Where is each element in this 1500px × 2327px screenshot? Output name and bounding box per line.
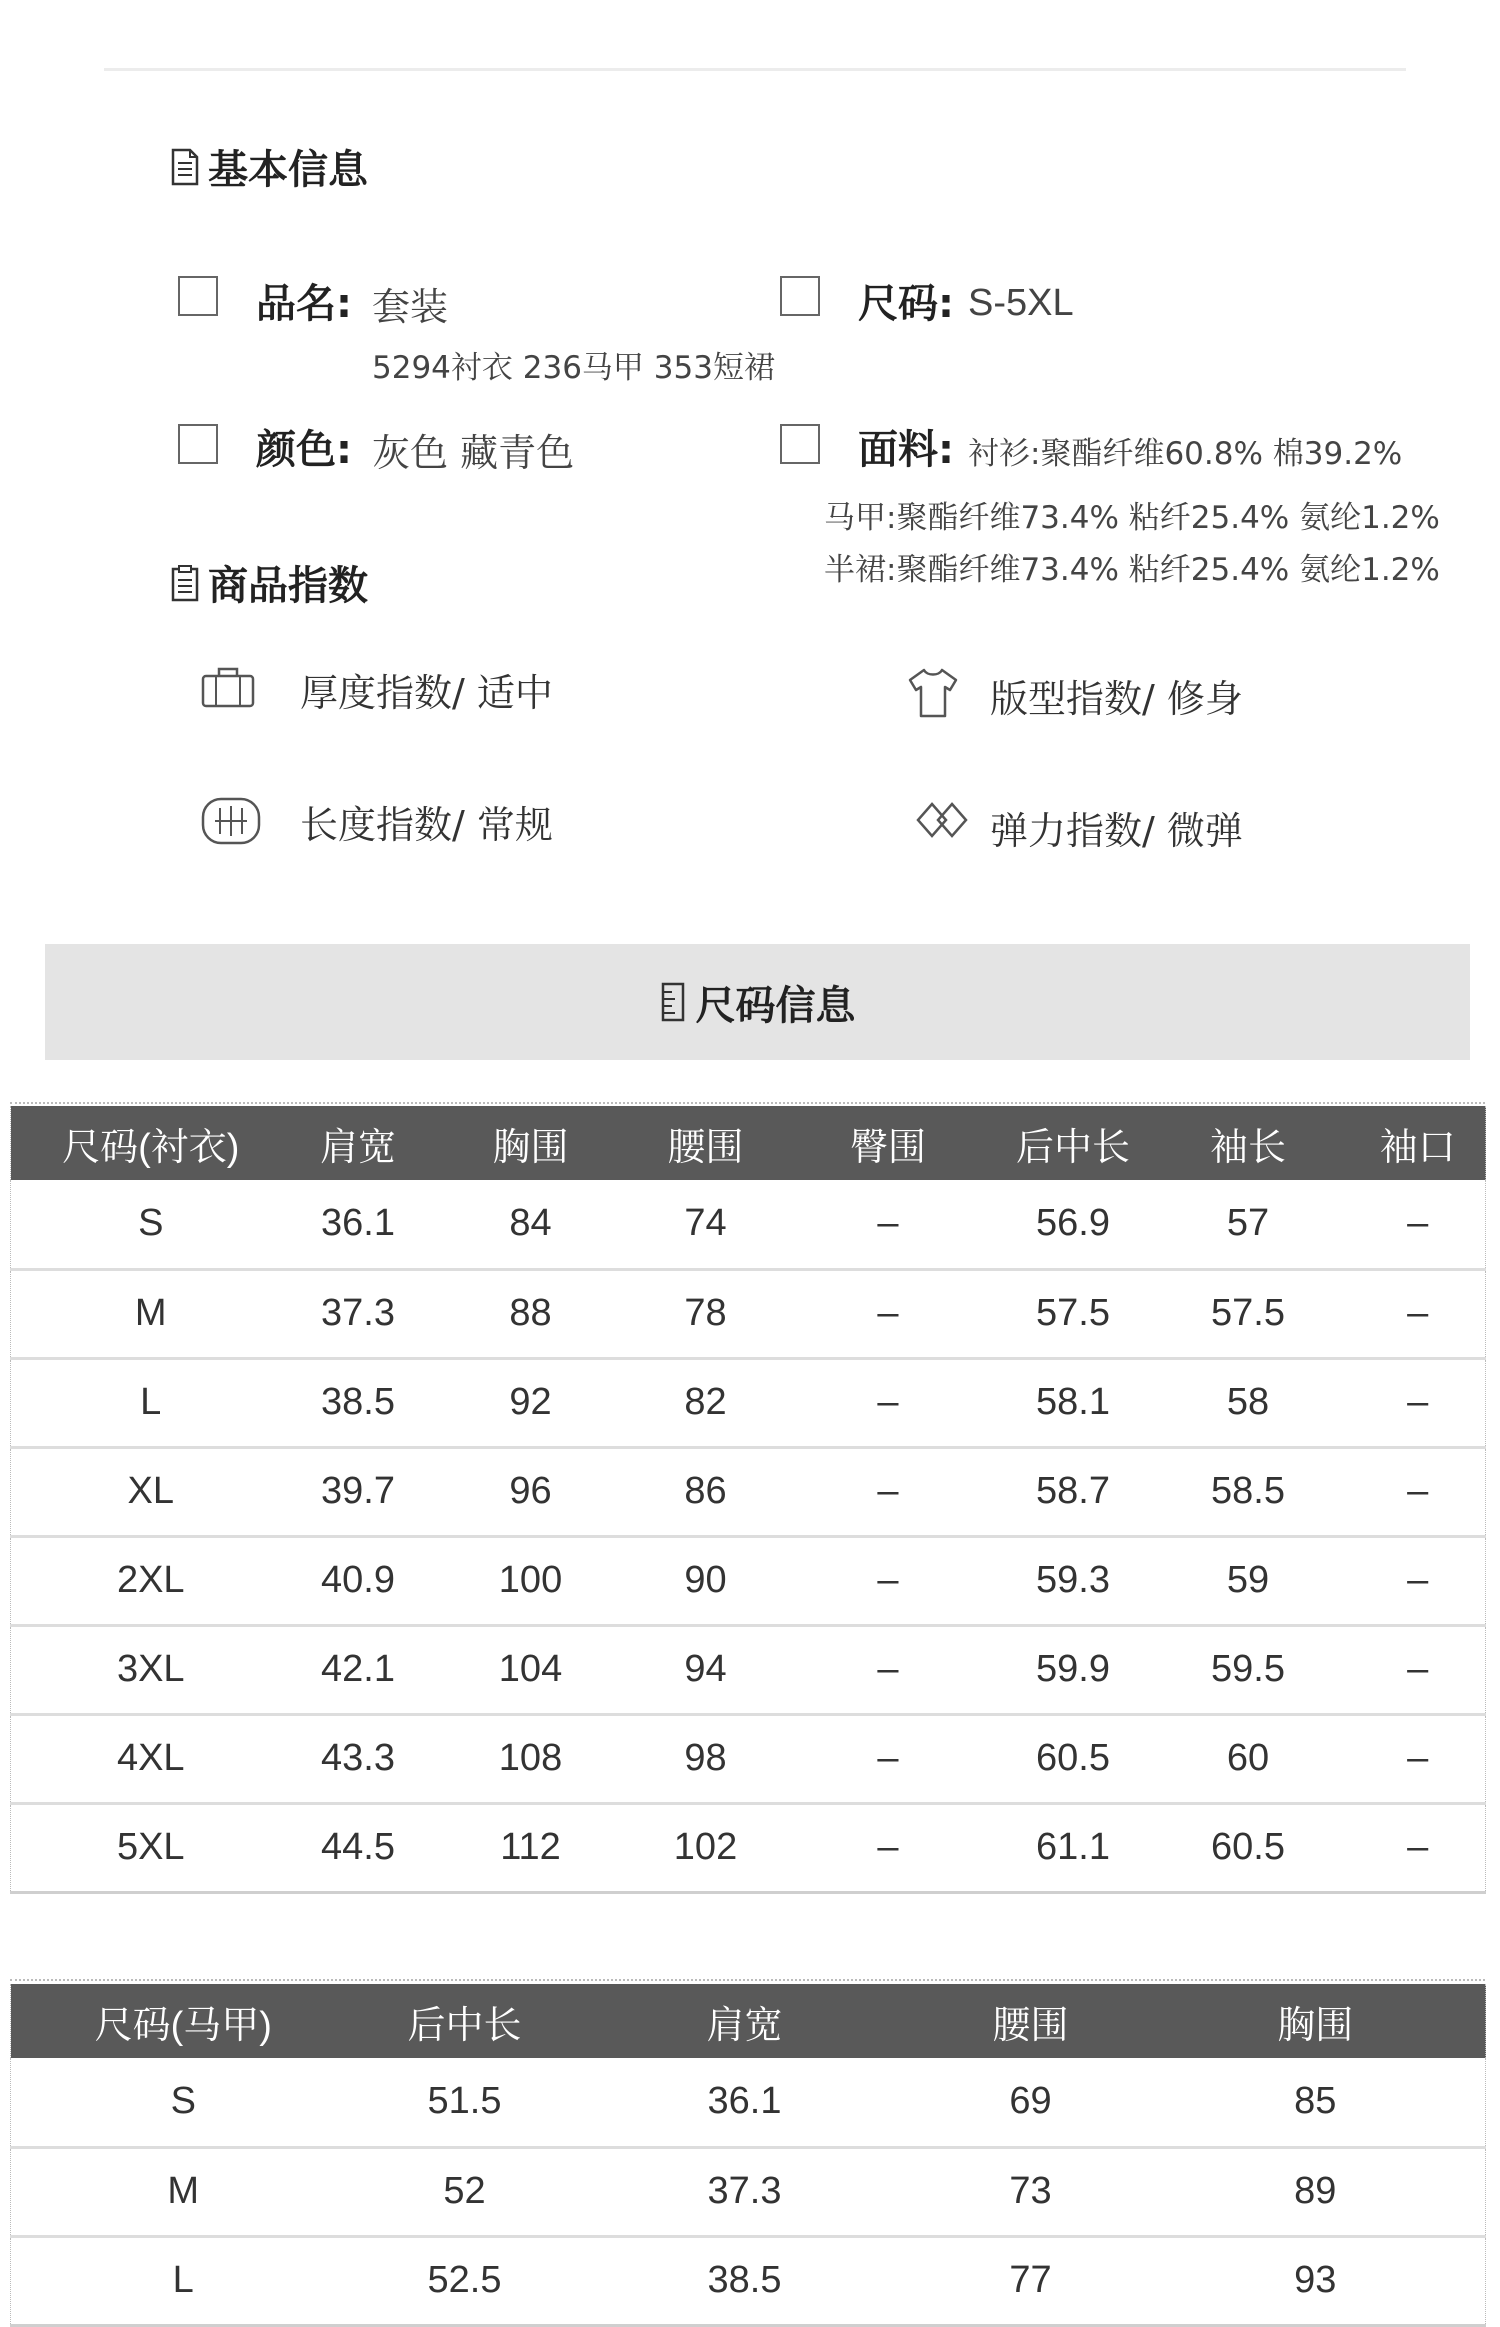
- table-cell: 90: [636, 1536, 776, 1625]
- vest-size-table: [10, 1984, 1486, 2327]
- table-row: [11, 2147, 1486, 2236]
- header-waist: 腰围: [916, 1984, 1146, 2058]
- header-shoulder: 肩宽: [574, 1984, 916, 2058]
- table-cell: 42.1: [291, 1625, 426, 1714]
- table-cell: –: [1351, 1536, 1486, 1625]
- table-cell: 51.5: [356, 2058, 574, 2147]
- table-cell: 59.9: [1001, 1625, 1146, 1714]
- header-size-shirt: 尺码(衬衣): [11, 1106, 291, 1180]
- document-icon: [170, 148, 200, 186]
- table-cell: 57.5: [1001, 1269, 1146, 1358]
- table-row: [11, 2236, 1486, 2325]
- header-cuff: 袖口: [1351, 1106, 1486, 1180]
- name-label: 品名:: [256, 281, 352, 327]
- ruler-list-icon: [660, 982, 686, 1022]
- table-cell: –: [776, 1447, 1001, 1536]
- table-cell: 36.1: [574, 2058, 916, 2147]
- table-cell: –: [776, 1180, 1001, 1269]
- header-back-length: 后中长: [1001, 1106, 1146, 1180]
- table-cell: 93: [1146, 2236, 1486, 2325]
- table-cell: 78: [636, 1269, 776, 1358]
- name-checkbox[interactable]: [178, 276, 218, 316]
- size-cell: 5XL: [11, 1803, 291, 1892]
- table-cell: 37.3: [291, 1269, 426, 1358]
- top-divider: [104, 68, 1406, 71]
- product-index-title: 商品指数: [208, 563, 368, 609]
- table-cell: –: [1351, 1180, 1486, 1269]
- table-cell: –: [1351, 1358, 1486, 1447]
- table-cell: 74: [636, 1180, 776, 1269]
- table-cell: 88: [426, 1269, 636, 1358]
- table-cell: –: [1351, 1803, 1486, 1892]
- name-sub-value: 5294衬衣 236马甲 353短裙: [372, 350, 775, 386]
- fit-index: 版型指数/ 修身: [990, 677, 1243, 721]
- table-cell: 61.1: [1001, 1803, 1146, 1892]
- size-cell: 2XL: [11, 1536, 291, 1625]
- fabric-checkbox[interactable]: [780, 424, 820, 464]
- size-cell: M: [11, 2147, 356, 2236]
- table-cell: 77: [916, 2236, 1146, 2325]
- header-size-vest: 尺码(马甲): [11, 1984, 356, 2058]
- table-cell: 89: [1146, 2147, 1486, 2236]
- table-cell: 112: [426, 1803, 636, 1892]
- table-cell: 60.5: [1001, 1714, 1146, 1803]
- table-cell: 52.5: [356, 2236, 574, 2325]
- header-hip: 臀围: [776, 1106, 1001, 1180]
- table-cell: –: [776, 1714, 1001, 1803]
- table-cell: 108: [426, 1714, 636, 1803]
- table-cell: 85: [1146, 2058, 1486, 2147]
- table-cell: 44.5: [291, 1803, 426, 1892]
- ruler-icon: [200, 796, 262, 846]
- thickness-index: 厚度指数/ 适中: [300, 671, 553, 715]
- table-cell: 92: [426, 1358, 636, 1447]
- table-cell: –: [1351, 1269, 1486, 1358]
- table-cell: 56.9: [1001, 1180, 1146, 1269]
- table-cell: –: [776, 1625, 1001, 1714]
- size-info-banner: [45, 944, 1470, 1060]
- table-cell: 96: [426, 1447, 636, 1536]
- table-cell: –: [776, 1803, 1001, 1892]
- color-label: 颜色:: [256, 427, 352, 473]
- size-cell: XL: [11, 1447, 291, 1536]
- size-checkbox[interactable]: [780, 276, 820, 316]
- fabric-line-2: 马甲:聚酯纤维73.4% 粘纤25.4% 氨纶1.2%: [824, 500, 1440, 536]
- product-index-heading: [170, 554, 368, 611]
- table-cell: 38.5: [574, 2236, 916, 2325]
- table-row: [11, 2058, 1486, 2147]
- length-index: 长度指数/ 常规: [300, 803, 553, 847]
- table-cell: 86: [636, 1447, 776, 1536]
- fabric-line-1: 衬衫:聚酯纤维60.8% 棉39.2%: [968, 436, 1403, 472]
- color-value: 灰色 藏青色: [372, 431, 575, 475]
- table-cell: 37.3: [574, 2147, 916, 2236]
- bag-icon: [200, 664, 256, 710]
- table-cell: 59.5: [1146, 1625, 1351, 1714]
- table-row: [11, 1447, 1486, 1536]
- table-row: [11, 1269, 1486, 1358]
- header-chest: 胸围: [426, 1106, 636, 1180]
- table-cell: 59.3: [1001, 1536, 1146, 1625]
- header-chest: 胸围: [1146, 1984, 1486, 2058]
- table-cell: 58.1: [1001, 1358, 1146, 1447]
- table-cell: 60.5: [1146, 1803, 1351, 1892]
- table-row: [11, 1714, 1486, 1803]
- table-cell: 104: [426, 1625, 636, 1714]
- table-row: [11, 1625, 1486, 1714]
- table-cell: 94: [636, 1625, 776, 1714]
- vest-table-top-border: [10, 1979, 1485, 1981]
- table-cell: 39.7: [291, 1447, 426, 1536]
- size-cell: S: [11, 1180, 291, 1269]
- size-cell: M: [11, 1269, 291, 1358]
- table-cell: 82: [636, 1358, 776, 1447]
- tshirt-icon: [906, 666, 960, 720]
- table-row: [11, 1803, 1486, 1892]
- elasticity-index: 弹力指数/ 微弹: [990, 809, 1243, 853]
- size-cell: 3XL: [11, 1625, 291, 1714]
- basic-info-heading: [170, 138, 368, 195]
- color-checkbox[interactable]: [178, 424, 218, 464]
- table-cell: 60: [1146, 1714, 1351, 1803]
- basic-info-title: 基本信息: [208, 147, 368, 193]
- table-cell: 57.5: [1146, 1269, 1351, 1358]
- table-cell: 40.9: [291, 1536, 426, 1625]
- table-cell: 58.7: [1001, 1447, 1146, 1536]
- table-cell: 43.3: [291, 1714, 426, 1803]
- fabric-label: 面料:: [858, 427, 954, 473]
- table-cell: 98: [636, 1714, 776, 1803]
- table-cell: –: [776, 1536, 1001, 1625]
- size-cell: S: [11, 2058, 356, 2147]
- table-cell: 73: [916, 2147, 1146, 2236]
- size-info-title: 尺码信息: [695, 982, 856, 1029]
- clipboard-icon: [170, 564, 200, 602]
- size-cell: 4XL: [11, 1714, 291, 1803]
- table-cell: –: [776, 1269, 1001, 1358]
- header-shoulder: 肩宽: [291, 1106, 426, 1180]
- table-cell: 84: [426, 1180, 636, 1269]
- table-row: [11, 1180, 1486, 1269]
- vest-table-header: [11, 1984, 1486, 2058]
- table-cell: 58.5: [1146, 1447, 1351, 1536]
- table-cell: 38.5: [291, 1358, 426, 1447]
- size-label: 尺码:: [858, 281, 954, 327]
- table-cell: –: [1351, 1714, 1486, 1803]
- table-row: [11, 1536, 1486, 1625]
- table-cell: 102: [636, 1803, 776, 1892]
- shirt-table-header: [11, 1106, 1486, 1180]
- table-cell: –: [1351, 1447, 1486, 1536]
- diamond-icon: [916, 800, 968, 840]
- table-cell: –: [1351, 1625, 1486, 1714]
- table-cell: 59: [1146, 1536, 1351, 1625]
- table-cell: 58: [1146, 1358, 1351, 1447]
- header-sleeve-length: 袖长: [1146, 1106, 1351, 1180]
- size-cell: L: [11, 1358, 291, 1447]
- shirt-table-top-border: [10, 1102, 1485, 1104]
- table-cell: 100: [426, 1536, 636, 1625]
- table-cell: –: [776, 1358, 1001, 1447]
- fabric-line-3: 半裙:聚酯纤维73.4% 粘纤25.4% 氨纶1.2%: [824, 552, 1440, 588]
- shirt-size-table: [10, 1106, 1486, 1894]
- table-cell: 57: [1146, 1180, 1351, 1269]
- table-cell: 69: [916, 2058, 1146, 2147]
- size-cell: L: [11, 2236, 356, 2325]
- header-back-length: 后中长: [356, 1984, 574, 2058]
- table-row: [11, 1358, 1486, 1447]
- table-cell: 36.1: [291, 1180, 426, 1269]
- size-value: S-5XL: [968, 282, 1074, 324]
- name-value: 套装: [372, 285, 449, 329]
- table-cell: 52: [356, 2147, 574, 2236]
- header-waist: 腰围: [636, 1106, 776, 1180]
